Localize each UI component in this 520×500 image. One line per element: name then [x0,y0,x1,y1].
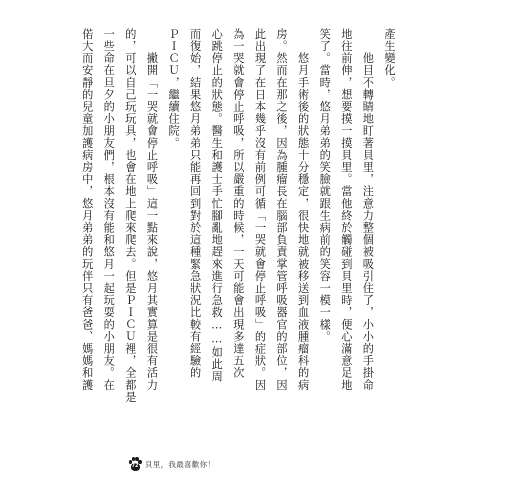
text-column: 悠月手術後的狀態十分穩定，很快地就被移送到血液腫瘤科的病 [296,28,310,391]
page-footer [128,456,215,472]
text-column: ＰＩＣＵ，繼續住院。 [167,28,181,149]
text-column: 心跳停止的狀態。醫生和護士手忙腳亂地趕來進行急救……如此周 [210,28,224,383]
paw-print-icon [128,457,142,471]
text-column: 笑了。當時，悠月弟弟的笑臉就跟生病前的笑容一模一樣。 [318,28,332,343]
text-column: 他目不轉睛地盯著貝里，注意力整個被吸引住了，小小的手掛命 [361,28,375,391]
text-column: 產生變化。 [383,28,396,89]
text-column: 撇開「一哭就會停止呼吸」這一點來說，悠月其實算是很有活力 [145,28,159,391]
vertical-text-block [80,28,400,458]
book-title: 貝里，我最喜歡你！ [145,459,216,469]
page-number: 72 [131,463,139,469]
text-column: 的，可以自己玩玩具，也會在地上爬來爬去。但是ＰＩＣＵ裡，全都是 [123,28,137,404]
text-column: 而復始，結果悠月弟弟只能再回到對於這種緊急狀況比較有經驗的 [188,28,202,379]
text-column: 為一哭就會停止呼吸，所以嚴重的時候，一天可能會出現多達五次 [231,28,245,379]
text-column: 此出現了在日本幾乎沒有前例可循「一哭就會停止呼吸」的症狀。因 [253,28,267,391]
text-column: 房。然而在那之後，因為腫瘤長在腦部負責掌管呼吸器官的部位，因 [275,28,289,391]
text-column: 地往前伸，想要摸一摸貝里。當他終於觸碰到貝里時，便心滿意足地 [339,28,353,391]
text-column: 一些命在旦夕的小朋友們，根本沒有能和悠月一起玩耍的小朋友。在 [102,28,116,391]
text-column: 偌大而安靜的兒童加護病房中，悠月弟弟的玩伴只有爸爸、媽媽和護 [80,28,94,391]
